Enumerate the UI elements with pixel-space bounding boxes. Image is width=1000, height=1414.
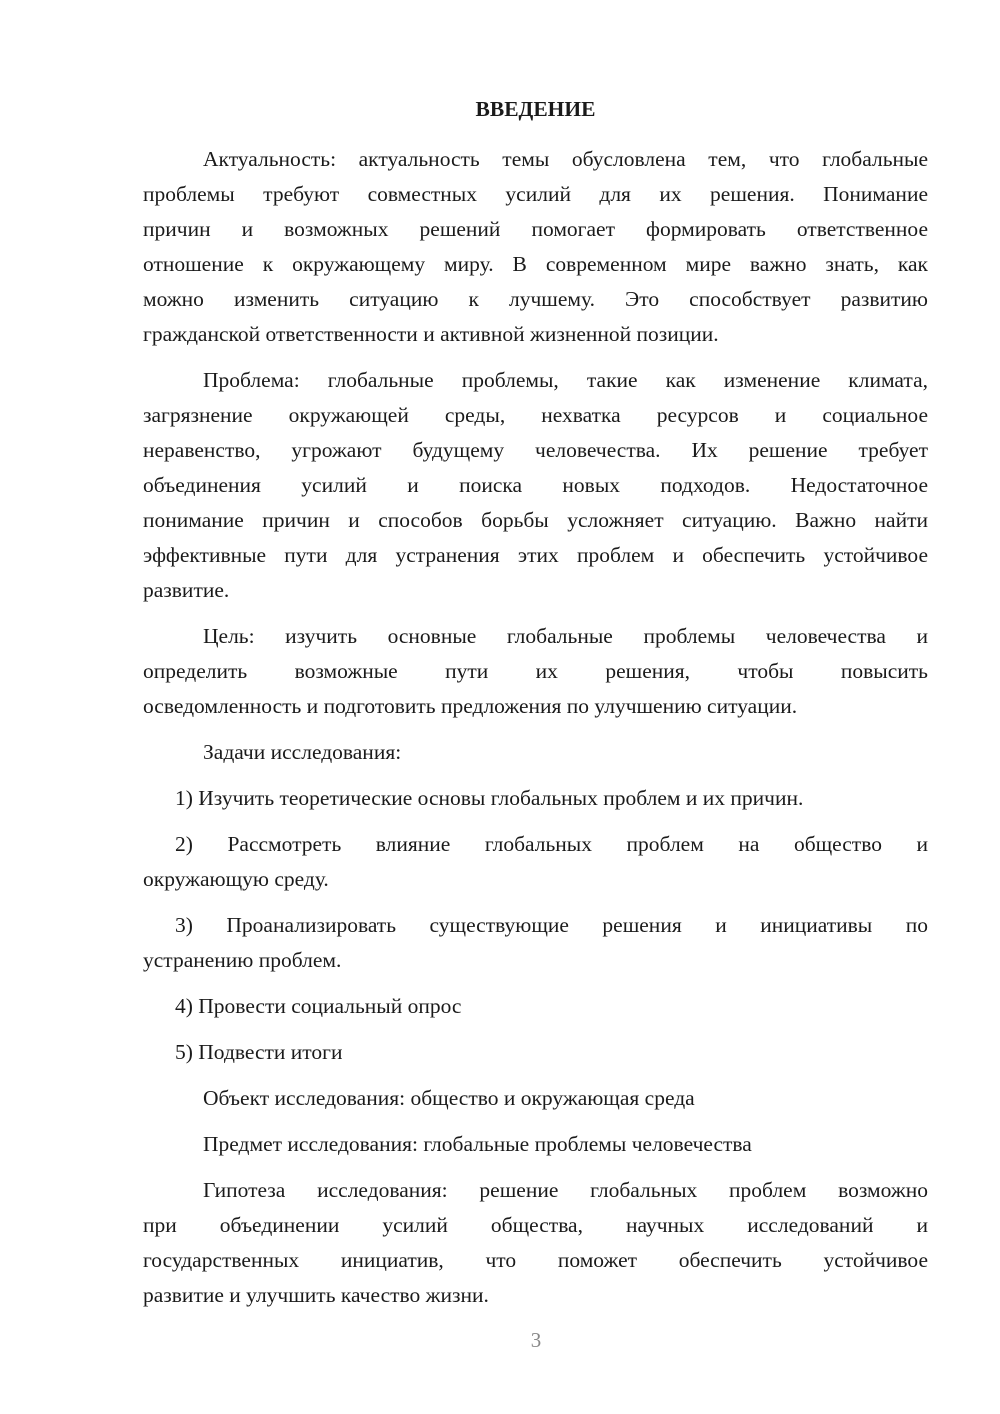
text-line: при объединении усилий общества, научных исследований и	[143, 1213, 928, 1237]
text-line: 2) Рассмотреть влияние глобальных проблем на общество и	[175, 832, 928, 856]
paragraph	[143, 781, 928, 816]
text-line: осведомленность и подготовить предложения по улучшению ситуации.	[143, 694, 798, 718]
text-line: загрязнение окружающей среды, нехватка ресурсов и социальное	[143, 403, 928, 427]
text-line: можно изменить ситуацию к лучшему. Это способствует развитию	[143, 287, 928, 311]
text-line: проблемы требуют совместных усилий для их решения. Понимание	[143, 182, 928, 206]
document-page	[143, 92, 928, 1324]
text-line: причин и возможных решений помогает формировать ответственное	[143, 217, 928, 241]
text-line: 1) Изучить теоретические основы глобальных проблем и их причин.	[175, 786, 804, 810]
paragraph	[143, 827, 928, 897]
text-line: Проблема: глобальные проблемы, такие как изменение климата,	[203, 368, 928, 392]
paragraph	[143, 142, 928, 352]
paragraph	[143, 1035, 928, 1070]
paragraph	[143, 1081, 928, 1116]
text-line: Гипотеза исследования: решение глобальных проблем возможно	[203, 1178, 928, 1202]
document-body	[143, 142, 928, 1313]
text-line: 5) Подвести итоги	[175, 1040, 343, 1064]
text-line: окружающую среду.	[143, 867, 329, 891]
text-line: Объект исследования: общество и окружающая среда	[203, 1086, 695, 1110]
text-line: Актуальность: актуальность темы обусловлена тем, что глобальные	[203, 147, 928, 171]
paragraph	[143, 908, 928, 978]
text-line: гражданской ответственности и активной жизненной позиции.	[143, 322, 719, 346]
text-line: Предмет исследования: глобальные проблемы человечества	[203, 1132, 752, 1156]
text-line: неравенство, угрожают будущему человечества. Их решение требует	[143, 438, 928, 462]
text-line: развитие.	[143, 578, 230, 602]
page-number: 3	[530, 1328, 542, 1352]
text-line: развитие и улучшить качество жизни.	[143, 1283, 489, 1307]
paragraph	[143, 735, 928, 770]
text-line: отношение к окружающему миру. В современном мире важно знать, как	[143, 252, 928, 276]
text-line: Цель: изучить основные глобальные проблемы человечества и	[203, 624, 928, 648]
paragraph	[143, 1173, 928, 1313]
text-line: понимание причин и способов борьбы усложняет ситуацию. Важно найти	[143, 508, 928, 532]
text-line: 3) Проанализировать существующие решения и инициативы по	[175, 913, 928, 937]
text-line: Задачи исследования:	[203, 740, 402, 764]
paragraph	[143, 363, 928, 608]
text-line: объединения усилий и поиска новых подходов. Недостаточное	[143, 473, 928, 497]
text-line: 4) Провести социальный опрос	[175, 994, 462, 1018]
text-line: устранению проблем.	[143, 948, 342, 972]
page-title: ВВЕДЕНИЕ	[475, 97, 596, 121]
paragraph	[143, 619, 928, 724]
text-line: государственных инициатив, что поможет обеспечить устойчивое	[143, 1248, 928, 1272]
text-line: эффективные пути для устранения этих проблем и обеспечить устойчивое	[143, 543, 928, 567]
paragraph	[143, 1127, 928, 1162]
text-line: определить возможные пути их решения, чтобы повысить	[143, 659, 928, 683]
paragraph	[143, 989, 928, 1024]
